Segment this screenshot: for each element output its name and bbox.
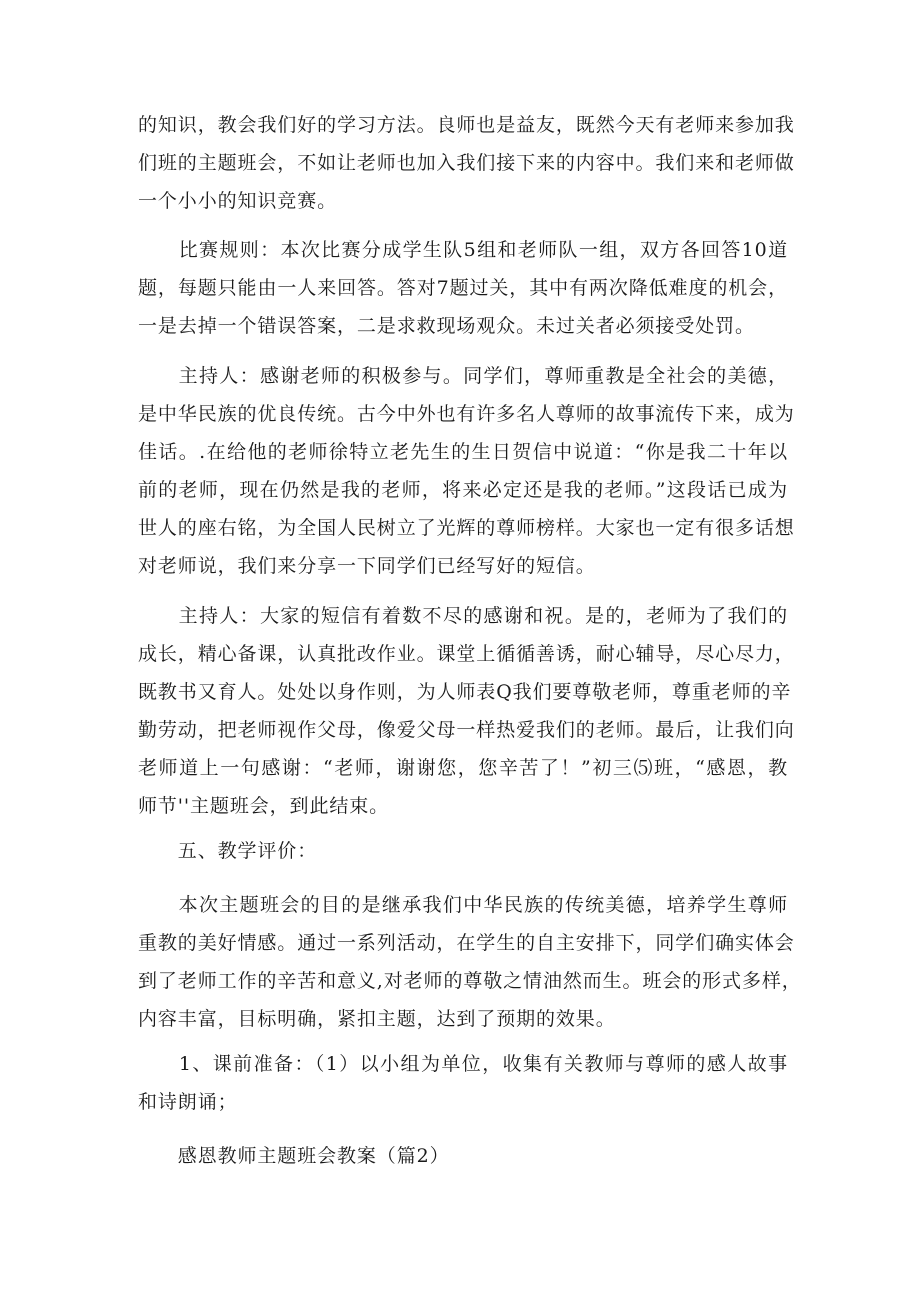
text-line: 世人的座右铭，为全国人民树立了光辉的尊师榜样。大家也一定有很多话想 bbox=[138, 517, 795, 539]
section-title-lesson-plan-part-2 bbox=[138, 1137, 788, 1175]
text-line: 成长，精心备课，认真批改作业。课堂上循循善诱，耐心辅导，尽心尽力， bbox=[138, 643, 795, 665]
paragraph-contest-rules bbox=[138, 231, 788, 345]
text-line: 勤劳动，把老师视作父母，像爱父母一样热爱我们的老师。最后，让我们向 bbox=[138, 719, 795, 741]
text-line: 重教的美好情感。通过一系列活动，在学生的自主安排下，同学们确实体会 bbox=[138, 932, 795, 954]
section-heading-teaching-evaluation bbox=[138, 832, 788, 870]
text-line: 既教书又育人。处处以身作则，为人师表Q我们要尊敬老师，尊重老师的辛 bbox=[138, 681, 792, 703]
paragraph-preparation bbox=[138, 1045, 788, 1121]
text-line: 题，每题只能由一人来回答。答对7题过关，其中有两次降低难度的机会， bbox=[138, 277, 788, 299]
text-line: 比赛规则：本次比赛分成学生队5组和老师队一组，双方各回答10道 bbox=[138, 239, 788, 261]
text-line: 主持人：感谢老师的积极参与。同学们，尊师重教是全社会的美德， bbox=[138, 365, 788, 387]
text-line: 前的老师，现在仍然是我的老师，将来必定还是我的老师。”这段话已成为 bbox=[138, 479, 788, 501]
text-line: 老师道上一句感谢：“老师，谢谢您，您辛苦了！”初三⑸班，“感恩，教 bbox=[138, 757, 788, 779]
text-line: 主持人：大家的短信有着数不尽的感谢和祝。是的，老师为了我们的 bbox=[138, 605, 788, 627]
text-line: 一个小小的知识竞赛。 bbox=[138, 190, 338, 212]
paragraph-host-closing bbox=[138, 597, 795, 825]
text-line: 对老师说，我们来分享一下同学们已经写好的短信。 bbox=[138, 555, 596, 577]
paragraph-evaluation-body bbox=[138, 886, 802, 1038]
text-line: 五、教学评价： bbox=[138, 840, 318, 862]
text-line: 们班的主题班会，不如让老师也加入我们接下来的内容中。我们来和老师做 bbox=[138, 152, 795, 174]
text-line: 师节''主题班会，到此结束。 bbox=[138, 795, 390, 817]
paragraph-host-respect-teachers bbox=[138, 357, 795, 585]
text-line: 的知识，教会我们好的学习方法。良师也是益友，既然今天有老师来参加我 bbox=[138, 114, 795, 136]
text-line: 佳话。.在给他的老师徐特立老先生的生日贺信中说道：“你是我二十年以 bbox=[138, 441, 788, 463]
text-line: 和诗朗诵； bbox=[138, 1091, 238, 1113]
text-line: 到了老师工作的辛苦和意义,对老师的尊敬之情油然而生。班会的形式多样， bbox=[138, 970, 802, 992]
text-line: 本次主题班会的目的是继承我们中华民族的传统美德，培养学生尊师 bbox=[138, 894, 788, 916]
text-line: 感恩教师主题班会教案（篇2） bbox=[138, 1145, 450, 1167]
text-line: 1、课前准备：（1）以小组为单位，收集有关教师与尊师的感人故事 bbox=[138, 1053, 788, 1075]
paragraph-knowledge-contest-intro bbox=[138, 106, 795, 220]
text-line: 一是去掉一个错误答案，二是求救现场观众。未过关者必须接受处罚。 bbox=[138, 315, 755, 337]
text-line: 内容丰富，目标明确，紧扣主题，达到了预期的效果。 bbox=[138, 1008, 616, 1030]
text-line: 是中华民族的优良传统。古今中外也有许多名人尊师的故事流传下来，成为 bbox=[138, 403, 795, 425]
